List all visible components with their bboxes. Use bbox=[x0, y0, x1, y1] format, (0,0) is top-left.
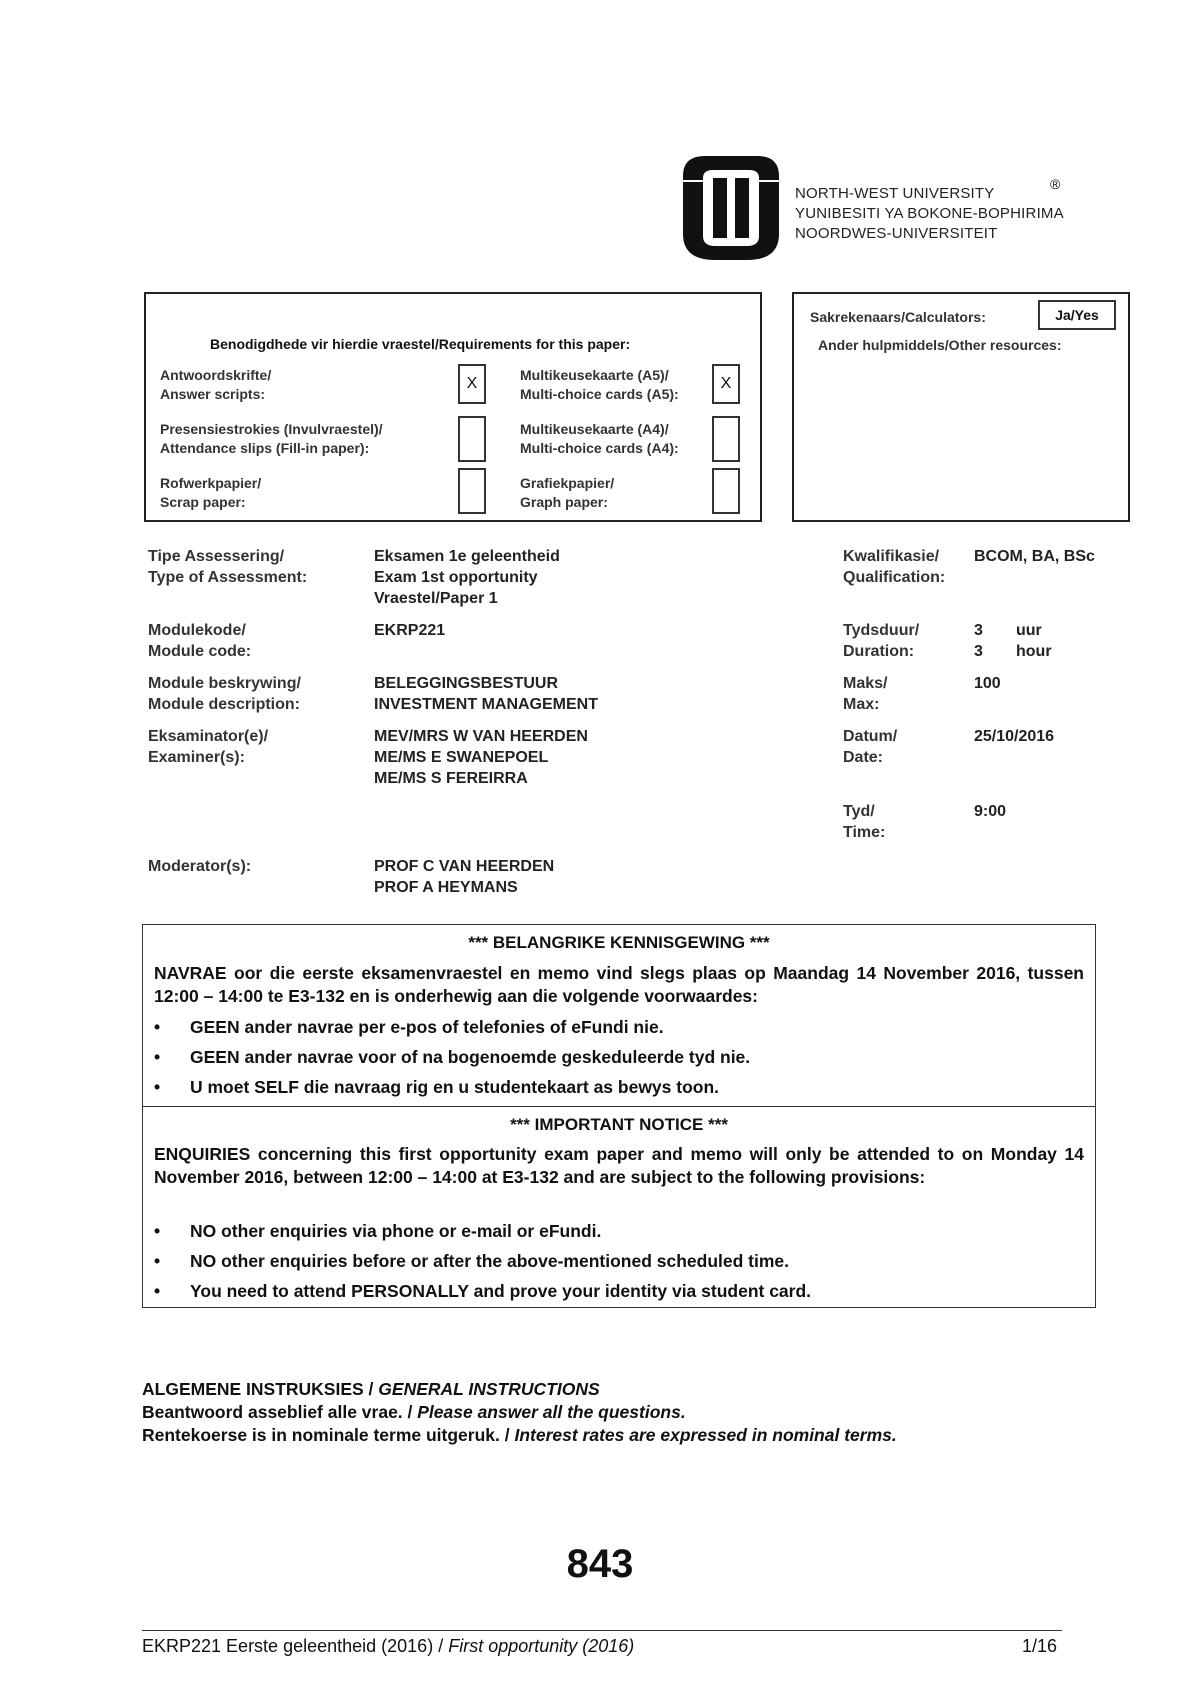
notice-bullet-en bbox=[154, 1251, 789, 1272]
time-value: 9:00 bbox=[974, 803, 1007, 820]
req-multichoice-a5 bbox=[520, 366, 679, 404]
university-logo bbox=[675, 152, 787, 264]
time-label bbox=[843, 801, 885, 843]
req-multichoice-a4-checkbox bbox=[712, 416, 740, 462]
assessment-type-value bbox=[374, 546, 560, 609]
label-af: Tydsduur/ bbox=[843, 622, 920, 639]
req-label-af: Antwoordskrifte/ bbox=[160, 367, 272, 383]
moderators-label: Moderator(s): bbox=[148, 858, 252, 875]
value-line: PROF A HEYMANS bbox=[374, 879, 518, 896]
instructions-heading-af: ALGEMENE INSTRUKSIES / bbox=[142, 1379, 379, 1399]
date-label bbox=[843, 726, 897, 768]
req-multichoice-a4 bbox=[520, 420, 679, 458]
label-af: Kwalifikasie/ bbox=[843, 548, 940, 565]
req-scrap-paper bbox=[160, 474, 261, 512]
value-line: MEV/MRS W VAN HEERDEN bbox=[374, 728, 588, 745]
bullet-dot: • bbox=[154, 1077, 161, 1097]
req-multichoice-a5-checkbox: X bbox=[712, 364, 740, 404]
footer-module bbox=[142, 1636, 634, 1657]
label-af: Modulekode/ bbox=[148, 622, 246, 639]
university-name-en: NORTH-WEST UNIVERSITY bbox=[795, 185, 995, 202]
label-af: Eksaminator(e)/ bbox=[148, 728, 269, 745]
instruction-line bbox=[142, 1424, 897, 1447]
university-name bbox=[795, 184, 1064, 244]
moderators-value bbox=[374, 856, 554, 898]
module-code-label bbox=[148, 620, 251, 662]
bullet-dot: • bbox=[154, 1251, 161, 1271]
req-attendance-slips-checkbox bbox=[458, 416, 486, 462]
label-en: Module code: bbox=[148, 643, 252, 660]
notice-bullet-en bbox=[154, 1281, 811, 1302]
notice-bullet-af bbox=[154, 1077, 719, 1098]
notice-bullet-af bbox=[154, 1017, 664, 1038]
examiners-label bbox=[148, 726, 268, 768]
university-name-af: NOORDWES-UNIVERSITEIT bbox=[795, 225, 998, 242]
university-name-tn: YUNIBESITI YA BOKONE-BOPHIRIMA bbox=[795, 205, 1064, 222]
label-en: Time: bbox=[843, 824, 886, 841]
bullet-text: GEEN ander navrae per e-pos of telefonies of eFundi nie. bbox=[190, 1017, 664, 1037]
duration-label bbox=[843, 620, 919, 662]
req-answer-scripts bbox=[160, 366, 271, 404]
examiners-value bbox=[374, 726, 588, 789]
notice-bullet-en bbox=[154, 1221, 601, 1242]
other-resources-label: Ander hulpmiddels/Other resources: bbox=[818, 337, 1062, 353]
value-line: Exam 1st opportunity bbox=[374, 569, 538, 586]
notice-divider bbox=[142, 1106, 1096, 1107]
value-line: 3 bbox=[974, 622, 983, 639]
label-af: Module beskrywing/ bbox=[148, 675, 301, 692]
notice-text-af: NAVRAE oor die eerste eksamenvraestel en memo vind slegs plaas op Maandag 14 November 2016, tussen 12:00 – 14:00 te E3-132 en is onderhewig aan die volgende voorwaardes: bbox=[154, 963, 1084, 1006]
module-description-value bbox=[374, 673, 598, 715]
label-en: Qualification: bbox=[843, 569, 946, 586]
req-scrap-paper-checkbox bbox=[458, 468, 486, 514]
qualification-value: BCOM, BA, BSc bbox=[974, 548, 1095, 565]
date-value: 25/10/2016 bbox=[974, 728, 1055, 745]
duration-unit bbox=[1016, 620, 1052, 662]
label-af: Tipe Assessering/ bbox=[148, 548, 285, 565]
page-number: 843 bbox=[566, 1542, 634, 1586]
value-line: hour bbox=[1016, 643, 1052, 660]
requirements-title: Benodigdhede vir hierdie vraestel/Requirements for this paper: bbox=[210, 336, 631, 352]
notice-title-en: *** IMPORTANT NOTICE *** bbox=[510, 1115, 728, 1134]
label-af: Maks/ bbox=[843, 675, 888, 692]
label-en: Duration: bbox=[843, 643, 915, 660]
instructions-heading-en: GENERAL INSTRUCTIONS bbox=[378, 1379, 600, 1399]
bullet-text: NO other enquiries before or after the above-mentioned scheduled time. bbox=[190, 1251, 789, 1271]
max-label bbox=[843, 673, 887, 715]
req-answer-scripts-checkbox: X bbox=[458, 364, 486, 404]
instruction-en: Please answer all the questions. bbox=[417, 1402, 686, 1422]
notice-title-af: *** BELANGRIKE KENNISGEWING *** bbox=[468, 933, 770, 952]
bullet-dot: • bbox=[154, 1281, 161, 1301]
footer-en: First opportunity (2016) bbox=[448, 1636, 635, 1656]
calculators-label: Sakrekenaars/Calculators: bbox=[810, 309, 986, 325]
duration-value bbox=[974, 620, 983, 662]
instruction-af: Beantwoord asseblief alle vrae. / bbox=[142, 1402, 418, 1422]
notice-text-en: ENQUIRIES concerning this first opportunity exam paper and memo will only be attended to on Monday 14 November 2016, between 12:00 – 14:00 at E3-132 and are subject to the following provisions: bbox=[154, 1144, 1084, 1187]
value-line: BELEGGINGSBESTUUR bbox=[374, 675, 559, 692]
bullet-dot: • bbox=[154, 1047, 161, 1067]
req-label-en: Graph paper: bbox=[520, 494, 608, 510]
req-graph-paper-checkbox bbox=[712, 468, 740, 514]
bullet-text: U moet SELF die navraag rig en u studentekaart as bewys toon. bbox=[190, 1077, 720, 1097]
max-value: 100 bbox=[974, 675, 1001, 692]
req-attendance-slips bbox=[160, 420, 383, 458]
req-label-af: Multikeusekaarte (A5)/ bbox=[520, 367, 669, 383]
value-line: uur bbox=[1016, 622, 1042, 639]
bullet-text: You need to attend PERSONALLY and prove your identity via student card. bbox=[190, 1281, 812, 1301]
footer-divider bbox=[142, 1630, 1062, 1631]
value-line: PROF C VAN HEERDEN bbox=[374, 858, 555, 875]
instruction-af: Rentekoerse is in nominale terme uitgeruk. / bbox=[142, 1425, 515, 1445]
calculators-value: Ja/Yes bbox=[1038, 300, 1116, 330]
req-label-en: Answer scripts: bbox=[160, 386, 266, 402]
bullet-text: NO other enquiries via phone or e-mail or eFundi. bbox=[190, 1221, 602, 1241]
label-en: Type of Assessment: bbox=[148, 569, 308, 586]
bullet-dot: • bbox=[154, 1221, 161, 1241]
qualification-label bbox=[843, 546, 945, 588]
label-en: Date: bbox=[843, 749, 884, 766]
value-line: Eksamen 1e geleentheid bbox=[374, 548, 560, 565]
req-label-en: Scrap paper: bbox=[160, 494, 246, 510]
label-af: Datum/ bbox=[843, 728, 898, 745]
label-af: Tyd/ bbox=[843, 803, 875, 820]
instructions-heading bbox=[142, 1378, 600, 1401]
req-label-en: Multi-choice cards (A5): bbox=[520, 386, 679, 402]
bullet-dot: • bbox=[154, 1017, 161, 1037]
value-line: 3 bbox=[974, 643, 983, 660]
value-line: INVESTMENT MANAGEMENT bbox=[374, 696, 598, 713]
footer-af: EKRP221 Eerste geleentheid (2016) / bbox=[142, 1636, 449, 1656]
req-label-af: Grafiekpapier/ bbox=[520, 475, 615, 491]
module-code-value: EKRP221 bbox=[374, 622, 446, 639]
instruction-en: Interest rates are expressed in nominal terms. bbox=[514, 1425, 897, 1445]
assessment-type-label bbox=[148, 546, 307, 588]
req-label-af: Presensiestrokies (Invulvraestel)/ bbox=[160, 421, 383, 437]
label-en: Module description: bbox=[148, 696, 300, 713]
value-line: Vraestel/Paper 1 bbox=[374, 590, 498, 607]
label-en: Max: bbox=[843, 696, 880, 713]
notice-bullet-af bbox=[154, 1047, 750, 1068]
req-label-af: Multikeusekaarte (A4)/ bbox=[520, 421, 669, 437]
footer-page: 1/16 bbox=[1022, 1636, 1058, 1656]
value-line: ME/MS S FEREIRRA bbox=[374, 770, 528, 787]
module-description-label bbox=[148, 673, 301, 715]
bullet-text: GEEN ander navrae voor of na bogenoemde geskeduleerde tyd nie. bbox=[190, 1047, 751, 1067]
label-en: Examiner(s): bbox=[148, 749, 245, 766]
req-label-en: Attendance slips (Fill-in paper): bbox=[160, 440, 370, 456]
req-label-af: Rofwerkpapier/ bbox=[160, 475, 262, 491]
registered-mark: ® bbox=[1050, 176, 1061, 192]
instruction-line bbox=[142, 1401, 686, 1424]
req-label-en: Multi-choice cards (A4): bbox=[520, 440, 679, 456]
value-line: ME/MS E SWANEPOEL bbox=[374, 749, 549, 766]
req-graph-paper bbox=[520, 474, 614, 512]
